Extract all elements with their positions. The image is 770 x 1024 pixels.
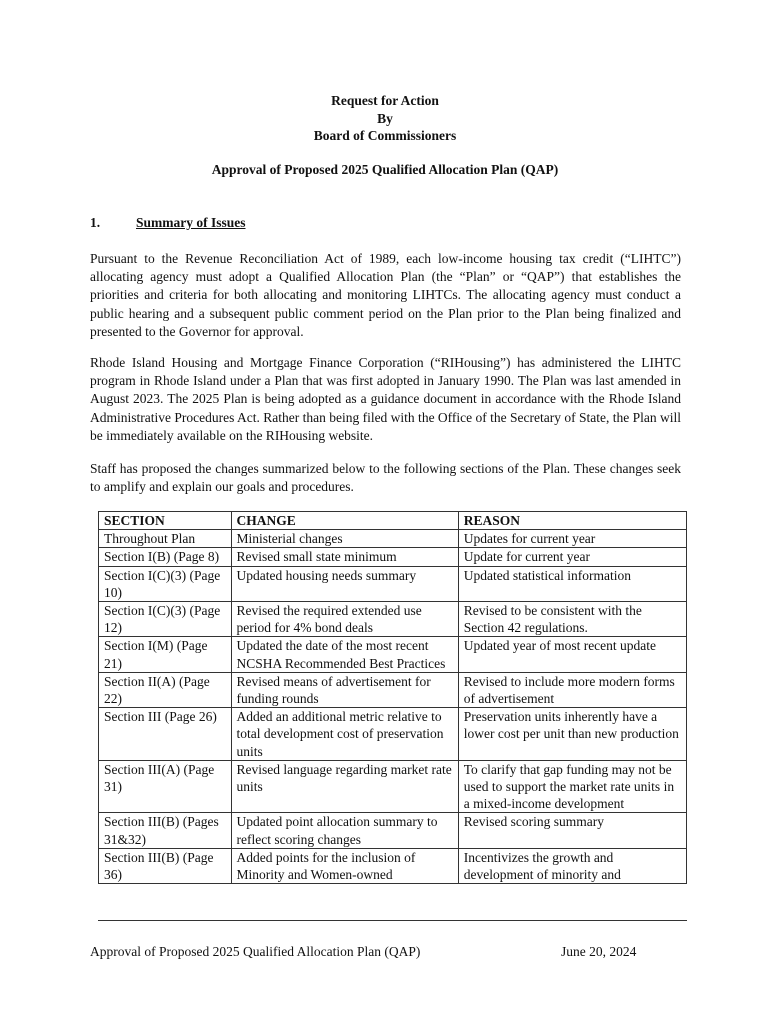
cell-section: Section I(M) (Page 21) [99,637,232,672]
header-line-by: By [377,110,393,126]
cell-section: Section III (Page 26) [99,708,232,761]
table-row [99,530,687,548]
cell-section: Section I(C)(3) (Page 10) [99,566,232,601]
cell-change: Updated housing needs summary [231,566,458,601]
table-row [99,813,687,848]
cell-section: Section III(B) (Page 36) [99,848,232,883]
cell-change: Updated the date of the most recent NCSHA Recommended Best Practices [231,637,458,672]
cell-reason: Revised scoring summary [458,813,686,848]
paragraph-rihousing-history: Rhode Island Housing and Mortgage Finance Corporation (“RIHousing”) has administered the LIHTC program in Rhode Island under a Plan that was first adopted in January 1990. The Plan was last amended in August 2023. The 2025 Plan is being adopted as a guidance document in accordance with the Rhode Island Administrative Procedures Act. Rather than being filed with the Office of the Secretary of State, the Plan will be immediately available on the RIHousing website. [90,355,681,443]
header-line-request: Request for Action [331,93,439,108]
paragraph-proposed-changes: Staff has proposed the changes summarized below to the following sections of the Plan. These changes seek to amplify and explain our goals and procedures. [90,461,681,495]
cell-reason: Preservation units inherently have a lower cost per unit than new production [458,708,686,761]
cell-reason: Revised to be consistent with the Section 42 regulations. [458,602,686,637]
table-row [99,848,687,883]
cell-change: Revised language regarding market rate units [231,760,458,813]
table-header-row [99,512,687,530]
column-header-change: CHANGE [231,512,458,530]
table-row [99,548,687,566]
cell-reason: Updated statistical information [458,566,686,601]
footer-title: Approval of Proposed 2025 Qualified Allocation Plan (QAP) [90,944,421,959]
cell-reason: To clarify that gap funding may not be used to support the market rate units in a mixed-income development [458,760,686,813]
cell-reason: Update for current year [458,548,686,566]
cell-section: Throughout Plan [99,530,232,548]
table-row [99,708,687,761]
header-line-board: Board of Commissioners [313,128,457,143]
section-title: Summary of Issues [136,215,246,230]
table-row [99,672,687,707]
document-subject: Approval of Proposed 2025 Qualified Allocation Plan (QAP) [211,162,559,177]
cell-reason: Revised to include more modern forms of advertisement [458,672,686,707]
table-bottom-border [98,920,687,921]
footer-date: June 20, 2024 [561,944,637,959]
changes-table [98,511,687,884]
cell-reason: Updates for current year [458,530,686,548]
table-row [99,760,687,813]
cell-reason: Updated year of most recent update [458,637,686,672]
cell-change: Added points for the inclusion of Minority and Women-owned [231,848,458,883]
cell-change: Revised means of advertisement for funding rounds [231,672,458,707]
table-row [99,602,687,637]
cell-reason: Incentivizes the growth and development of minority and [458,848,686,883]
cell-change: Revised small state minimum [231,548,458,566]
cell-section: Section I(C)(3) (Page 12) [99,602,232,637]
cell-change: Ministerial changes [231,530,458,548]
section-number: 1. [90,215,101,230]
column-header-reason: REASON [458,512,686,530]
table-row [99,637,687,672]
cell-section: Section III(B) (Pages 31&32) [99,813,232,848]
cell-section: Section I(B) (Page 8) [99,548,232,566]
cell-section: Section II(A) (Page 22) [99,672,232,707]
cell-change: Updated point allocation summary to reflect scoring changes [231,813,458,848]
cell-section: Section III(A) (Page 31) [99,760,232,813]
table-row [99,566,687,601]
column-header-section: SECTION [99,512,232,530]
cell-change: Revised the required extended use period for 4% bond deals [231,602,458,637]
paragraph-lihtc-requirements: Pursuant to the Revenue Reconciliation Act of 1989, each low-income housing tax credit (“LIHTC”) allocating agency must adopt a Qualified Allocation Plan (the “Plan” or “QAP”) that establishes the priorities and criteria for both allocating and monitoring LIHTCs. The allocating agency must conduct a public hearing and a subsequent public comment period on the Plan prior to the Plan being finalized and presented to the Governor for approval. [90,251,681,339]
cell-change: Added an additional metric relative to total development cost of preservation units [231,708,458,761]
